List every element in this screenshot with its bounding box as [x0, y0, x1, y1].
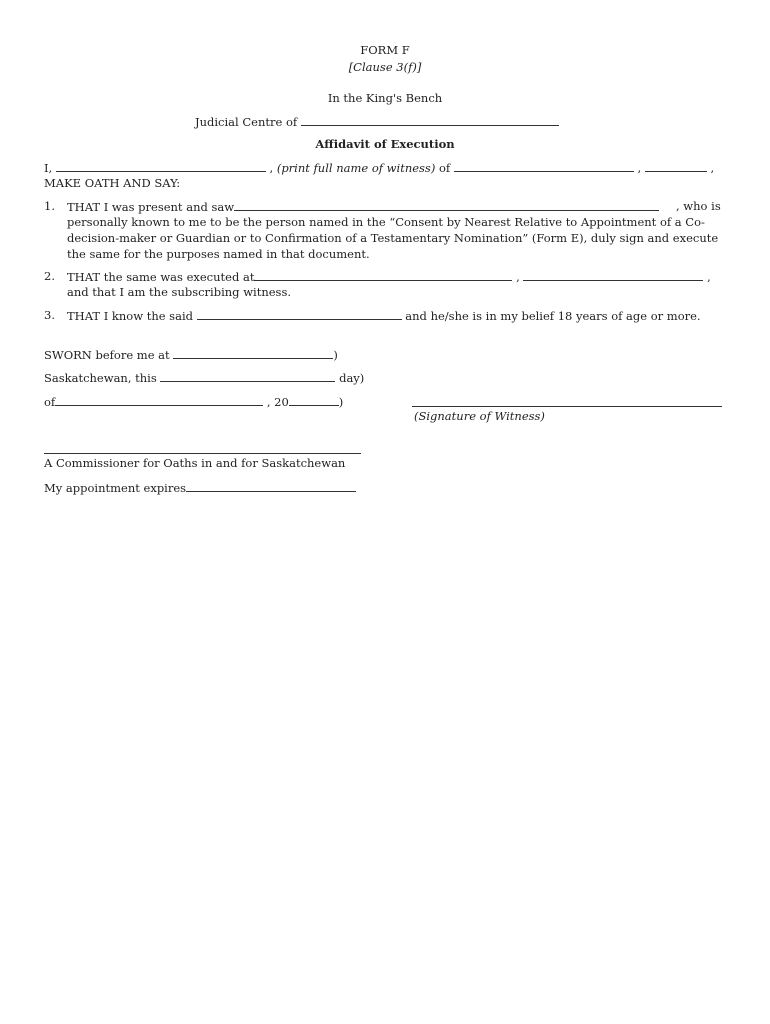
item-1-text-line-2: decision-maker or Guardian or to Confirmation of a Testamentary Nomination” (Form E), duly sign and execute [67, 231, 719, 245]
print-name-note: (print full name of witness) [276, 161, 436, 175]
judicial-centre-row [195, 114, 559, 131]
of-label: of [438, 161, 451, 175]
sworn-at-label: SWORN before me at [44, 348, 170, 362]
year-prefix-label: , 20 [266, 395, 289, 409]
executor-name-field[interactable] [234, 199, 659, 211]
sworn-year-field[interactable] [289, 394, 339, 406]
judicial-centre-label: Judicial Centre of [195, 115, 298, 129]
witness-name-field[interactable] [56, 160, 266, 172]
appointment-expiry-field[interactable] [186, 480, 356, 492]
of-month-label: of [44, 395, 56, 409]
appointment-row [44, 480, 356, 497]
appointment-label: My appointment expires [44, 481, 187, 495]
sworn-month-field[interactable] [55, 394, 263, 406]
item-2-number: 2. [44, 269, 55, 283]
item-2-second-line: and that I am the subscribing witness. [67, 285, 292, 299]
execution-place-field[interactable] [254, 269, 512, 281]
court-name: In the King's Bench [327, 91, 443, 105]
item-1-text-line-3: the same for the purposes named in that document. [67, 247, 370, 261]
witness-intro-row: I, , (print full name of witness) of , , [44, 161, 715, 175]
witness-city-field[interactable] [454, 160, 634, 172]
item-3-line [67, 308, 701, 325]
item-1-text-line-1: personally known to me to be the person named in the “Consent by Nearest Relative to Appointment of a Co- [67, 215, 705, 229]
witness-signature-field[interactable] [412, 394, 722, 407]
item-3-lead: THAT I know the said [67, 309, 193, 323]
commissioner-title: A Commissioner for Oaths in and for Saskatchewan [44, 456, 346, 470]
commissioner-signature-field[interactable] [44, 441, 361, 454]
sworn-paren-1: ) [333, 348, 338, 362]
item-1-lead: THAT I was present and saw [67, 200, 235, 214]
sworn-place-field[interactable] [173, 347, 333, 359]
sworn-day-field[interactable] [160, 370, 335, 382]
execution-province-field[interactable] [523, 269, 703, 281]
i-label: I, [44, 161, 53, 175]
item-1-first-line [67, 199, 659, 216]
sworn-line-3 [44, 394, 343, 411]
day-paren-label: day) [339, 371, 365, 385]
make-oath-label: MAKE OATH AND SAY: [44, 176, 181, 190]
witness-signature-caption: (Signature of Witness) [414, 409, 545, 423]
item-3-tail: and he/she is in my belief 18 years of age or more. [405, 309, 701, 323]
sworn-line-1 [44, 347, 338, 364]
item-3-number: 3. [44, 308, 55, 322]
clause-reference: [Clause 3(f)] [348, 60, 422, 74]
item-1-who-is: , who is [676, 199, 721, 213]
item-2-first-line: THAT the same was executed at , , [67, 270, 711, 284]
sworn-line-2 [44, 370, 364, 387]
judicial-centre-field[interactable] [301, 114, 559, 126]
form-title: FORM F [360, 43, 410, 57]
item-2-lead: THAT the same was executed at [67, 270, 255, 284]
saskatchewan-this-label: Saskatchewan, this [44, 371, 157, 385]
witness-province-field[interactable] [645, 160, 707, 172]
sworn-paren-3: ) [338, 395, 344, 409]
known-person-field[interactable] [197, 308, 402, 320]
affidavit-title: Affidavit of Execution [315, 137, 455, 151]
item-1-number: 1. [44, 199, 55, 213]
